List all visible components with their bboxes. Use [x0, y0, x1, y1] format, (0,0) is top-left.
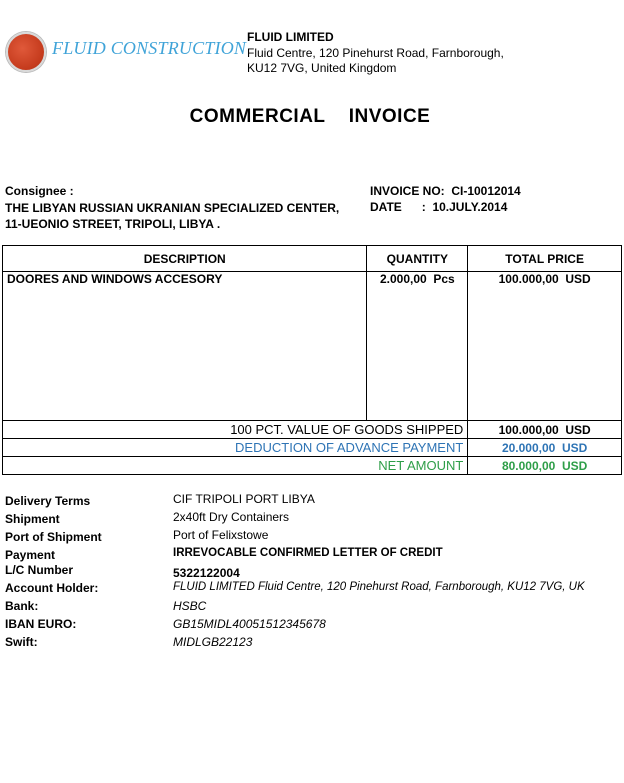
term-value: HSBC — [173, 599, 207, 613]
term-value: Port of Felixstowe — [173, 528, 269, 542]
summary-value-deduction: 20.000,00 USD — [468, 439, 622, 457]
table-header-row — [3, 246, 622, 272]
term-value: 2x40ft Dry Containers — [173, 510, 290, 524]
document-title: COMMERCIAL INVOICE — [189, 106, 431, 127]
term-label: Payment — [5, 548, 56, 562]
item-description: DOORES AND WINDOWS ACCESORY — [3, 272, 367, 421]
invoice-info-block — [370, 183, 521, 215]
consignee-line1: THE LIBYAN RUSSIAN UKRANIAN SPECIALIZED CENTER, — [5, 200, 340, 215]
consignee-label: Consignee : — [5, 184, 74, 198]
invoice-number: INVOICE NO: CI-10012014 — [370, 184, 521, 198]
item-total: 100.000,00 USD — [468, 272, 622, 421]
term-value: GB15MIDL40051512345678 — [173, 617, 326, 631]
item-quantity: 2.000,00 Pcs — [367, 272, 468, 421]
summary-row-net-amount — [3, 457, 622, 475]
items-table — [2, 245, 622, 475]
summary-label-goods-value: 100 PCT. VALUE OF GOODS SHIPPED — [3, 421, 468, 439]
logo-text: FLUID CONSTRUCTION — [52, 38, 247, 58]
term-label: IBAN EURO: — [5, 617, 77, 631]
summary-row-deduction — [3, 439, 622, 457]
term-label: Bank: — [5, 599, 39, 613]
term-label: L/C Number — [5, 563, 74, 577]
term-value: CIF TRIPOLI PORT LIBYA — [173, 492, 315, 506]
header-description: DESCRIPTION — [3, 246, 367, 272]
term-label: Swift: — [5, 635, 38, 649]
summary-row-goods-value — [3, 421, 622, 439]
summary-label-net-amount: NET AMOUNT — [3, 457, 468, 475]
consignee-block — [5, 183, 339, 233]
terms-block — [5, 492, 620, 662]
company-address-block — [247, 30, 504, 77]
term-label: Delivery Terms — [5, 494, 91, 508]
summary-value-goods-value: 100.000,00 USD — [468, 421, 622, 439]
summary-value-net-amount: 80.000,00 USD — [468, 457, 622, 475]
table-row — [3, 272, 622, 421]
company-name: FLUID LIMITED — [247, 30, 334, 44]
invoice-date: DATE : 10.JULY.2014 — [370, 200, 508, 214]
term-value: MIDLGB22123 — [173, 635, 253, 649]
term-label: Account Holder: — [5, 581, 99, 595]
header-total-price: TOTAL PRICE — [468, 246, 622, 272]
company-logo-icon — [6, 32, 46, 72]
summary-label-deduction: DEDUCTION OF ADVANCE PAYMENT — [3, 439, 468, 457]
term-value: IRREVOCABLE CONFIRMED LETTER OF CREDIT — [173, 547, 443, 559]
term-label: Shipment — [5, 512, 60, 526]
term-value: FLUID LIMITED Fluid Centre, 120 Pinehurst Road, Farnborough, KU12 7VG, UK — [173, 581, 585, 593]
header-quantity: QUANTITY — [367, 246, 468, 272]
term-value: 5322122004 — [173, 566, 240, 580]
term-label: Port of Shipment — [5, 530, 102, 544]
company-address-line2: KU12 7VG, United Kingdom — [247, 61, 397, 75]
company-address-line1: Fluid Centre, 120 Pinehurst Road, Farnborough, — [247, 45, 504, 60]
consignee-line2: 11-UEONIO STREET, TRIPOLI, LIBYA . — [5, 217, 221, 231]
